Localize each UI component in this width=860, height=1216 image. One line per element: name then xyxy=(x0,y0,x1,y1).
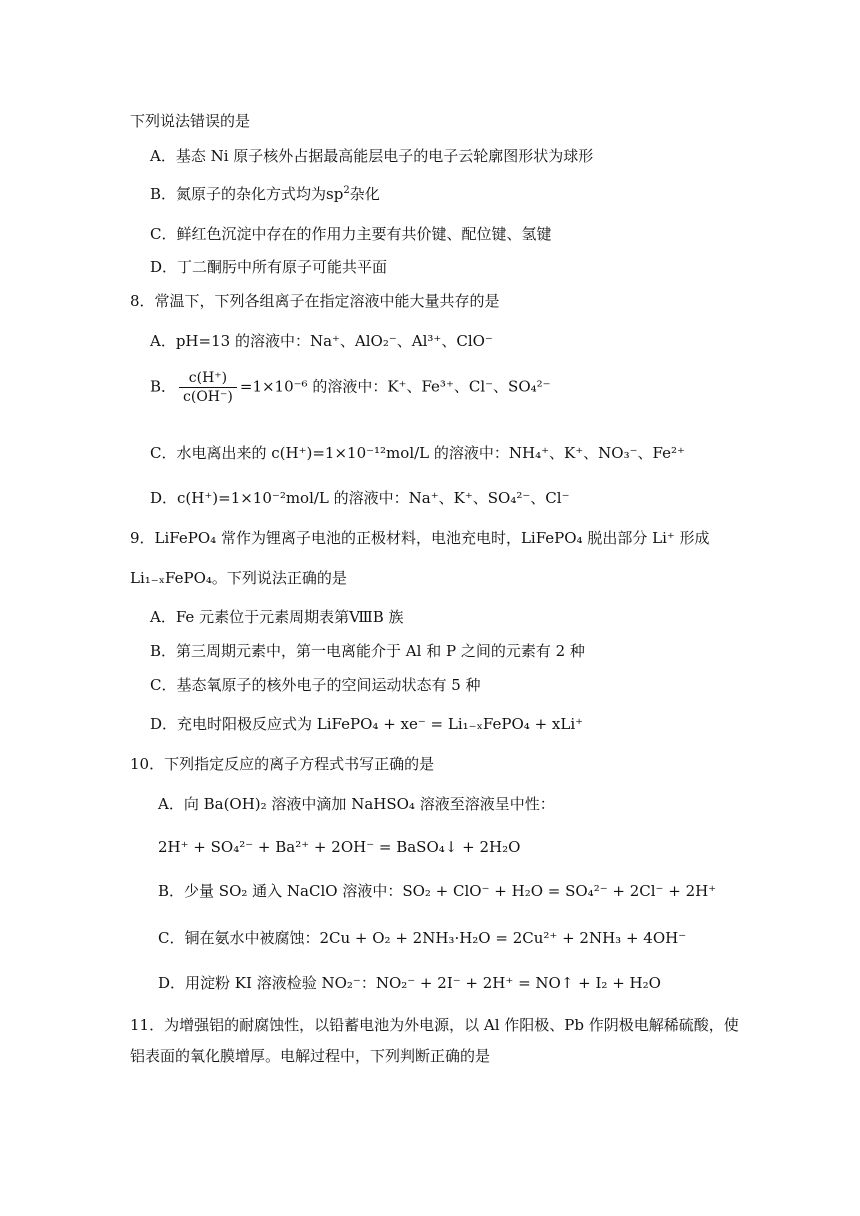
q10-option-a-equation: 2H⁺ + SO₄²⁻ + Ba²⁺ + 2OH⁻ = BaSO₄↓ + 2H₂O xyxy=(158,838,521,856)
q8-option-a: A．pH=13 的溶液中：Na⁺、AlO₂⁻、Al³⁺、ClO⁻ xyxy=(150,332,493,350)
q7-option-c: C．鲜红色沉淀中存在的作用力主要有共价键、配位键、氢键 xyxy=(150,225,552,243)
q8-option-c: C．水电离出来的 c(H⁺)=1×10⁻¹²mol/L 的溶液中：NH₄⁺、K⁺、NO₃⁻、Fe²⁺ xyxy=(150,444,685,462)
q9-option-c: C．基态氧原子的核外电子的空间运动状态有 5 种 xyxy=(150,676,481,694)
q7-option-b-text: B．氮原子的杂化方式均为sp xyxy=(150,185,344,203)
q10-option-a: A．向 Ba(OH)₂ 溶液中滴加 NaHSO₄ 溶液至溶液呈中性： xyxy=(158,795,555,813)
q10-stem: 10．下列指定反应的离子方程式书写正确的是 xyxy=(130,755,435,773)
q8-stem: 8．常温下，下列各组离子在指定溶液中能大量共存的是 xyxy=(130,292,500,310)
q10-option-c: C．铜在氨水中被腐蚀：2Cu + O₂ + 2NH₃·H₂O = 2Cu²⁺ + 2NH₃ + 4OH⁻ xyxy=(158,929,687,947)
q7-option-b-superscript: 2 xyxy=(343,185,350,196)
q8-option-b-label: B． xyxy=(150,377,177,396)
q11-stem-line1: 11．为增强铝的耐腐蚀性，以铅蓄电池为外电源，以 Al 作阳极、Pb 作阴极电解稀硫酸，使 xyxy=(130,1016,739,1034)
q9-option-b: B．第三周期元素中，第一电离能介于 Al 和 P 之间的元素有 2 种 xyxy=(150,642,585,660)
q9-stem-line1: 9．LiFePO₄ 常作为锂离子电池的正极材料，电池充电时，LiFePO₄ 脱出部分 Li⁺ 形成 xyxy=(130,529,710,547)
q8-option-b xyxy=(150,369,551,406)
q8-option-b-rest: =1×10⁻⁶ 的溶液中：K⁺、Fe³⁺、Cl⁻、SO₄²⁻ xyxy=(239,377,551,396)
q8-option-d: D．c(H⁺)=1×10⁻²mol/L 的溶液中：Na⁺、K⁺、SO₄²⁻、Cl⁻ xyxy=(150,489,570,507)
q11-stem-line2: 铝表面的氧化膜增厚。电解过程中，下列判断正确的是 xyxy=(130,1047,491,1065)
q7-option-a: A．基态 Ni 原子核外占据最高能层电子的电子云轮廓图形状为球形 xyxy=(150,147,594,165)
fraction-denominator: c(OH⁻) xyxy=(183,389,233,405)
q10-option-b: B．少量 SO₂ 通入 NaClO 溶液中：SO₂ + ClO⁻ + H₂O = SO₄²⁻ + 2Cl⁻ + 2H⁺ xyxy=(158,882,717,900)
q10-option-d: D．用淀粉 KI 溶液检验 NO₂⁻：NO₂⁻ + 2I⁻ + 2H⁺ = NO↑ + I₂ + H₂O xyxy=(158,974,661,992)
q7-option-b-suffix: 杂化 xyxy=(349,185,380,203)
q9-stem-line2: Li₁₋ₓFePO₄。下列说法正确的是 xyxy=(130,569,347,587)
q7-option-d: D．丁二酮肟中所有原子可能共平面 xyxy=(150,258,388,276)
q7-stem: 下列说法错误的是 xyxy=(130,112,251,130)
q9-option-d: D．充电时阳极反应式为 LiFePO₄ + xe⁻ = Li₁₋ₓFePO₄ + xLi⁺ xyxy=(150,715,584,733)
q7-option-b xyxy=(150,184,380,204)
fraction-numerator: c(H⁺) xyxy=(179,369,237,388)
q8-option-b-fraction xyxy=(179,369,237,406)
q9-option-a: A．Fe 元素位于元素周期表第ⅧB 族 xyxy=(150,608,404,626)
